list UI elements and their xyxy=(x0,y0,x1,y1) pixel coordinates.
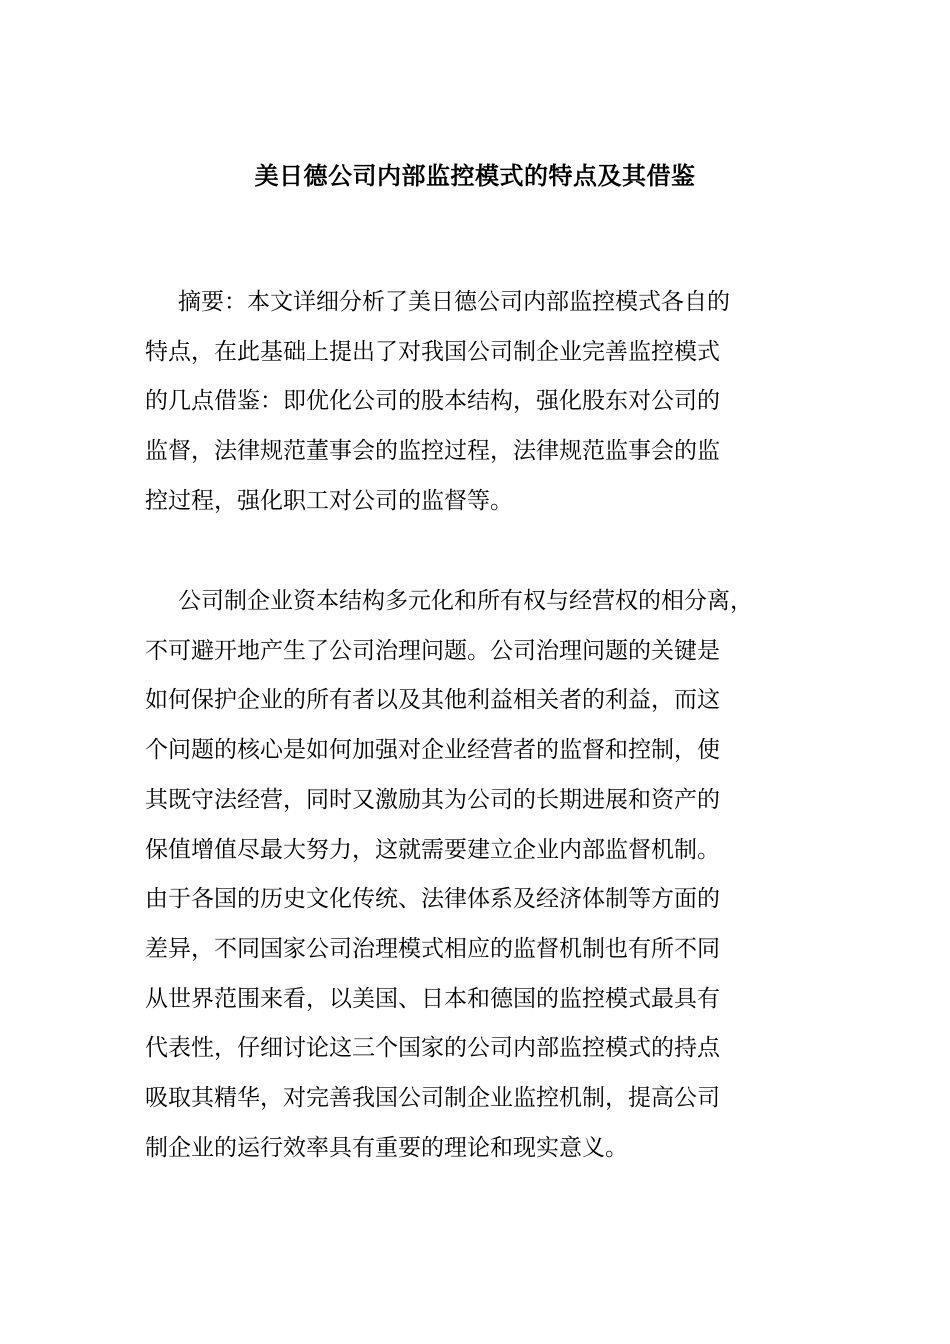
body-line: 制企业的运行效率具有重要的理论和现实意义。 xyxy=(145,1134,628,1161)
body-line: 个问题的核心是如何加强对企业经营者的监督和控制，使 xyxy=(145,737,720,764)
body-line: 不可避开地产生了公司治理问题。公司治理问题的关键是 xyxy=(145,637,720,664)
abstract-line: 监督，法律规范董事会的监控过程，法律规范监事会的监 xyxy=(145,438,720,465)
abstract-paragraph xyxy=(145,278,810,527)
body-line: 保值增值尽最大努力，这就需要建立企业内部监督机制。 xyxy=(145,836,720,863)
body-line: 其既守法经营，同时又激励其为公司的长期进展和资产的 xyxy=(145,786,720,813)
abstract-line: 特点，在此基础上提出了对我国公司制企业完善监控模式 xyxy=(145,338,720,365)
body-line: 从世界范围来看，以美国、日本和德国的监控模式最具有 xyxy=(145,985,720,1012)
body-line: 公司制企业资本结构多元化和所有权与经营权的相分离， xyxy=(178,588,753,614)
abstract-line: 摘要：本文详细分析了美日德公司内部监控模式各自的 xyxy=(178,289,730,315)
body-paragraph xyxy=(145,577,810,1173)
body-line: 由于各国的历史文化传统、法律体系及经济体制等方面的 xyxy=(145,886,720,913)
abstract-line: 的几点借鉴：即优化公司的股本结构，强化股东对公司的 xyxy=(145,388,720,415)
body-line: 差异，不同国家公司治理模式相应的监督机制也有所不同 xyxy=(145,935,720,962)
body-line: 吸取其精华，对完善我国公司制企业监控机制，提高公司 xyxy=(145,1085,720,1112)
body-line: 代表性，仔细讨论这三个国家的公司内部监控模式的持点 xyxy=(145,1035,720,1062)
abstract-line: 控过程，强化职工对公司的监督等。 xyxy=(145,487,513,514)
body-line: 如何保护企业的所有者以及其他利益相关者的利益，而这 xyxy=(145,687,720,714)
document-title: 美日德公司内部监控模式的特点及其借鉴 xyxy=(254,162,696,190)
